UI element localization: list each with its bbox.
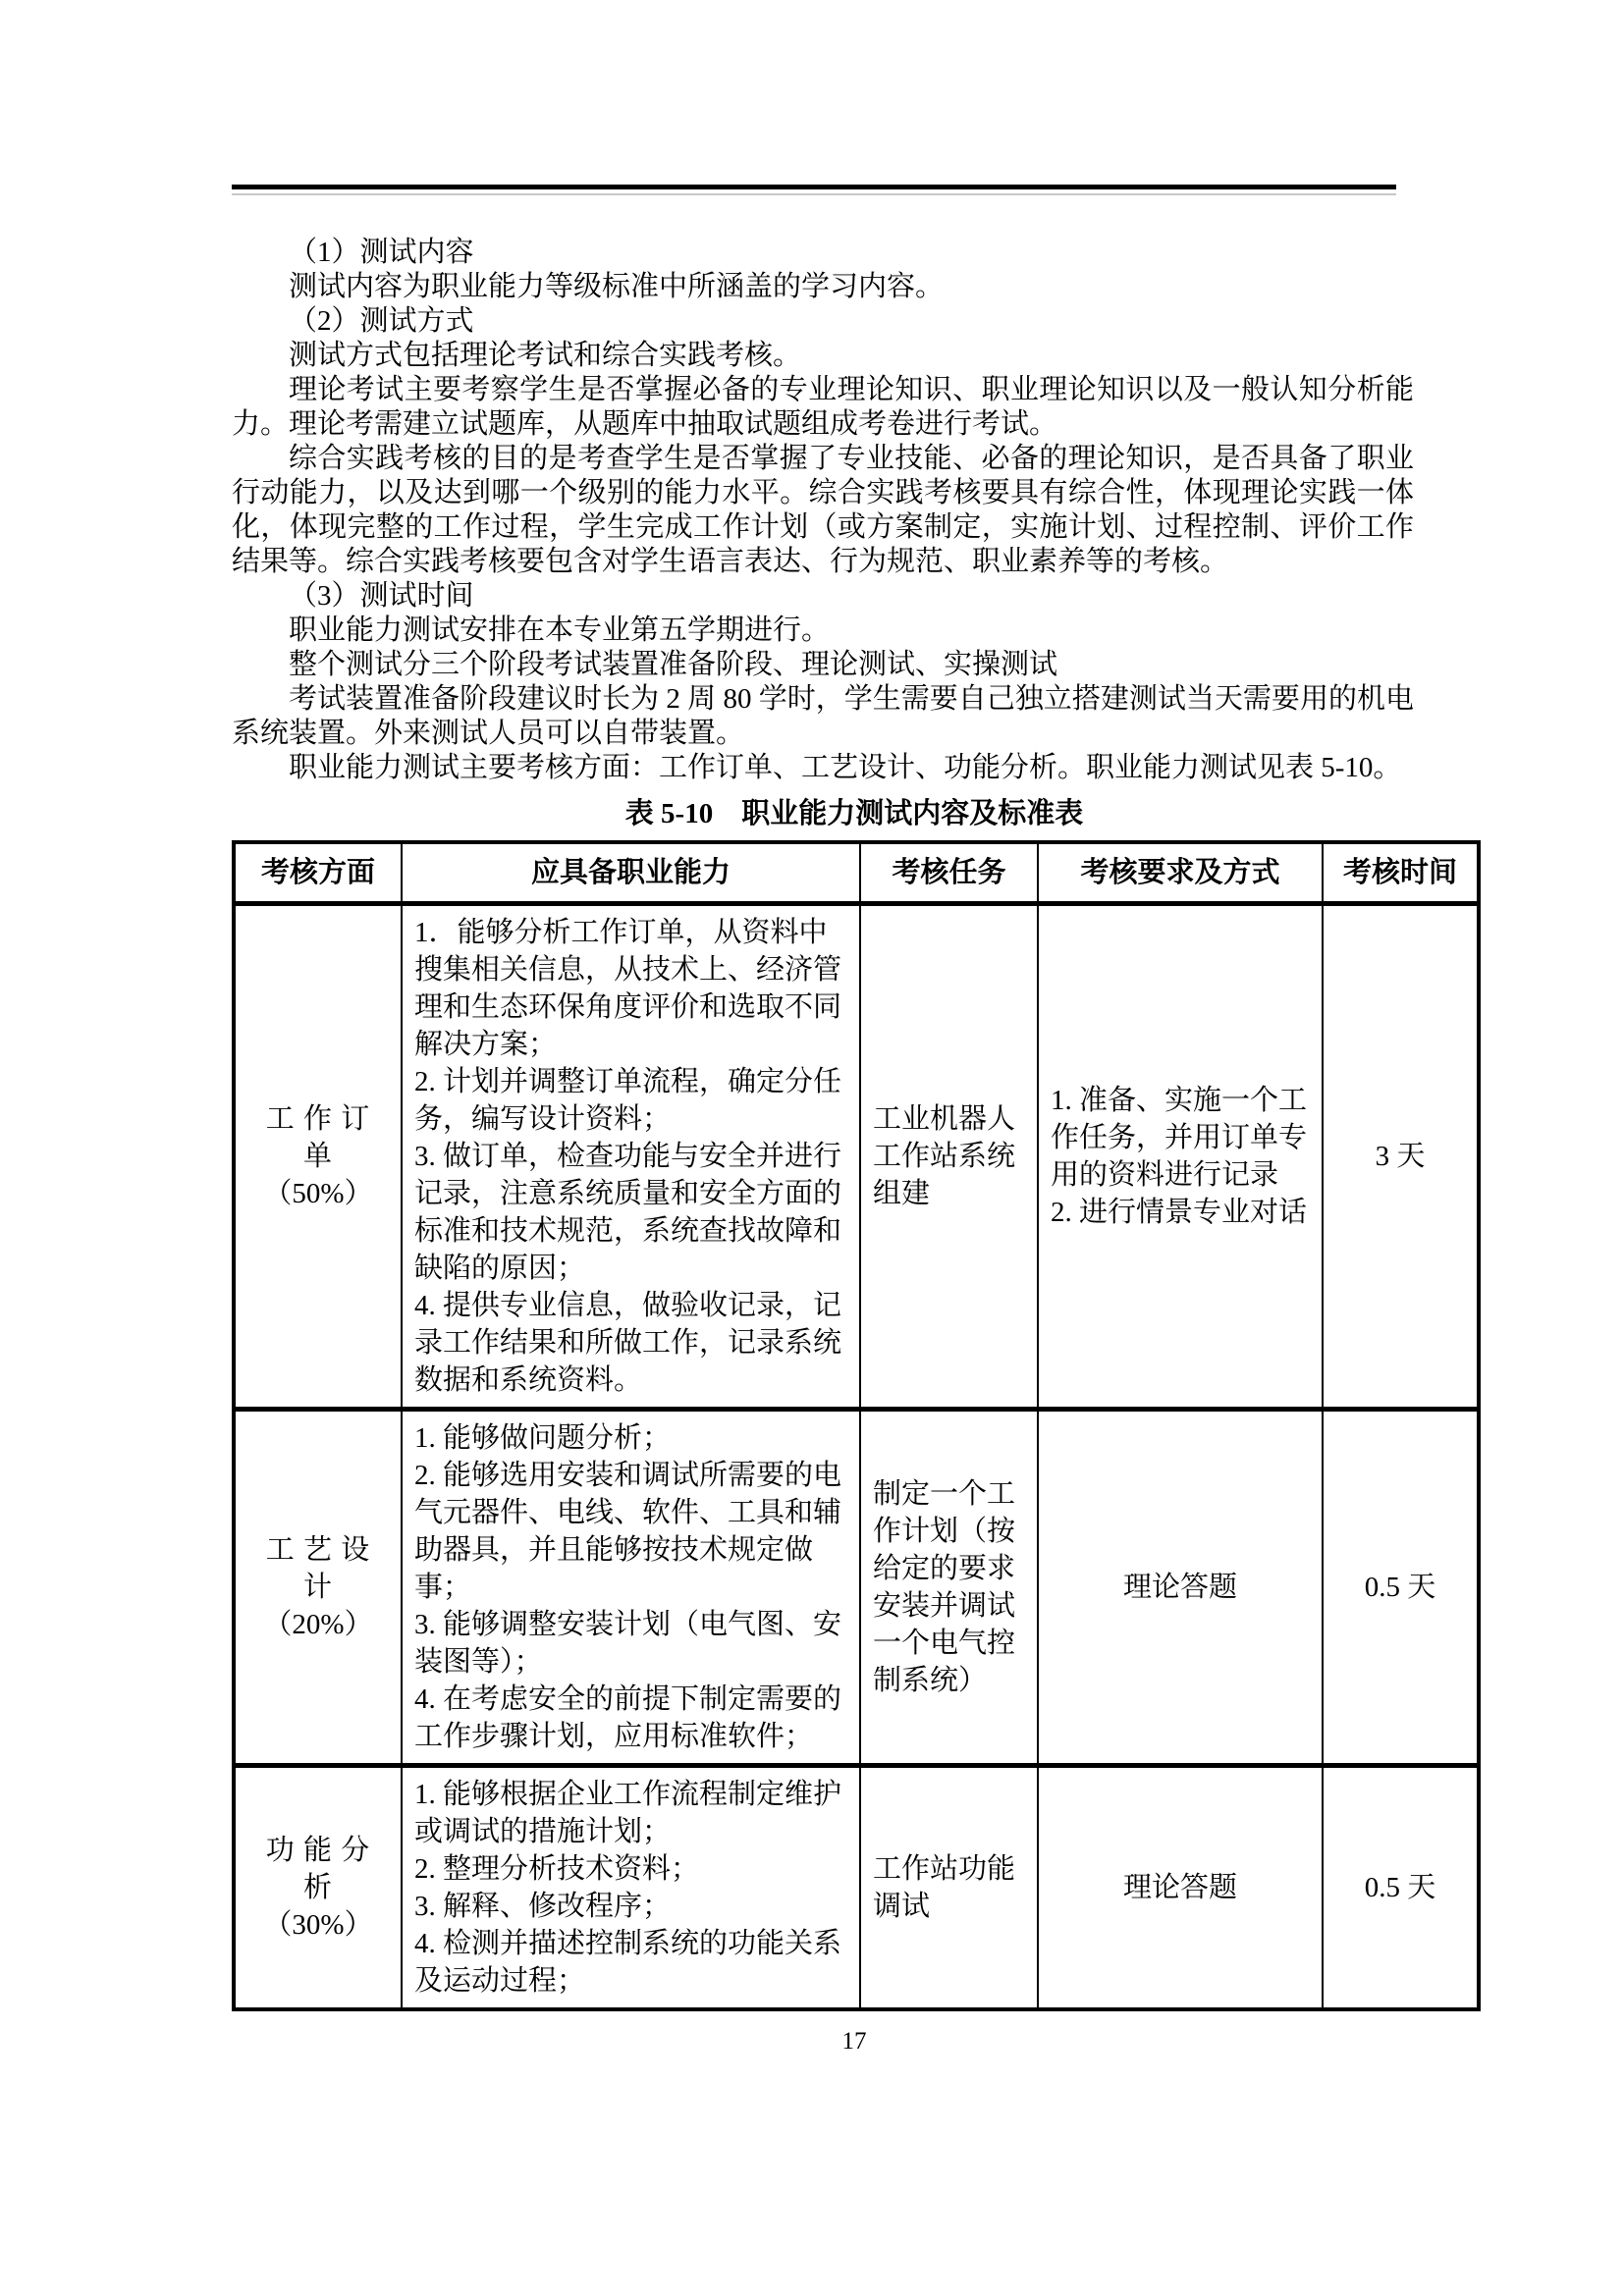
- table-row-function-analysis: [234, 1766, 1479, 2010]
- aspect-name: 功 能 分 析: [265, 1835, 371, 1903]
- table-row-process-design: [234, 1410, 1479, 1766]
- ability-item: 4. 在考虑安全的前提下制定需要的工作步骤计划，应用标准软件；: [414, 1683, 842, 1752]
- paragraph-test-semester: 职业能力测试安排在本专业第五学期进行。: [289, 614, 831, 646]
- aspect-name: 工 艺 设 计: [265, 1534, 371, 1603]
- page-number: 17: [841, 2028, 867, 2055]
- cell-requirements-process-design: 理论答题: [1038, 1410, 1323, 1766]
- aspect-weight: （20%）: [263, 1609, 373, 1640]
- ability-item: 3. 能够调整安装计划（电气图、安装图等）；: [414, 1609, 842, 1678]
- assessment-table: [232, 840, 1481, 2011]
- cell-time-function-analysis: 0.5 天: [1323, 1766, 1479, 2010]
- aspect-name: 工 作 订 单: [265, 1103, 371, 1172]
- column-header-abilities: 应具备职业能力: [402, 842, 860, 904]
- cell-abilities-process-design: [402, 1410, 860, 1766]
- column-header-requirements: 考核要求及方式: [1038, 842, 1323, 904]
- cell-time-process-design: 0.5 天: [1323, 1410, 1479, 1766]
- header-rule: [232, 185, 1396, 189]
- paragraph-test-time-heading: （3）测试时间: [289, 580, 474, 612]
- column-header-aspect: 考核方面: [234, 842, 402, 904]
- cell-task-function-analysis: 工作站功能调试: [860, 1766, 1038, 2010]
- page-content: [232, 236, 1477, 2056]
- ability-item: 2. 整理分析技术资料；: [414, 1853, 700, 1885]
- table-row-work-order: [234, 904, 1479, 1410]
- cell-requirements-work-order: [1038, 904, 1323, 1410]
- table-header-row: [234, 842, 1479, 904]
- ability-item: 2. 计划并调整订单流程，确定分任务，编写设计资料；: [414, 1066, 842, 1135]
- cell-abilities-work-order: [402, 904, 860, 1410]
- ability-item: 4. 提供专业信息，做验收记录，记录工作结果和所做工作，记录系统数据和系统资料。: [414, 1290, 842, 1396]
- cell-aspect-function-analysis: [234, 1766, 402, 2010]
- cell-aspect-process-design: [234, 1410, 402, 1766]
- paragraph-assessment-aspects: 职业能力测试主要考核方面：工作订单、工艺设计、功能分析。职业能力测试见表 5-10。: [289, 752, 1402, 783]
- paragraph-test-content-heading: （1）测试内容: [289, 237, 474, 268]
- column-header-task: 考核任务: [860, 842, 1038, 904]
- paragraph-test-stages: 整个测试分三个阶段考试装置准备阶段、理论测试、实操测试: [289, 649, 1058, 680]
- cell-requirements-function-analysis: 理论答题: [1038, 1766, 1323, 2010]
- paragraph-practice-exam: 综合实践考核的目的是考查学生是否掌握了专业技能、必备的理论知识，是否具备了职业行动能力，以及达到哪一个级别的能力水平。综合实践考核要具有综合性，体现理论实践一体化，体现完整的工作过程，学生完成工作计划（或方案制定，实施计划、过程控制、评价工作结果等。综合实践考核要包含对学生语言表达、行为规范、职业素养等的考核。: [232, 443, 1414, 577]
- ability-item: 4. 检测并描述控制系统的功能关系及运动过程；: [414, 1928, 842, 1997]
- ability-item: 3. 做订单，检查功能与安全并进行记录，注意系统质量和安全方面的标准和技术规范，系统查找故障和缺陷的原因；: [414, 1141, 842, 1284]
- ability-item: 3. 解释、修改程序；: [414, 1891, 672, 1922]
- paragraph-preparation-stage: 考试装置准备阶段建议时长为 2 周 80 学时，学生需要自己独立搭建测试当天需要用的机电系统装置。外来测试人员可以自带装置。: [232, 683, 1414, 749]
- ability-item: 1．能够分析工作订单，从资料中搜集相关信息，从技术上、经济管理和生态环保角度评价和选取不同解决方案；: [414, 917, 842, 1060]
- paragraph-test-method: 测试方式包括理论考试和综合实践考核。: [289, 340, 802, 371]
- header-rule-shadow: [232, 193, 1396, 195]
- paragraph-test-content: 测试内容为职业能力等级标准中所涵盖的学习内容。: [289, 271, 945, 302]
- cell-time-work-order: 3 天: [1323, 904, 1479, 1410]
- cell-abilities-function-analysis: [402, 1766, 860, 2010]
- requirement-item: 1. 准备、实施一个工作任务，并用订单专用的资料进行记录: [1051, 1085, 1308, 1191]
- paragraph-test-method-heading: （2）测试方式: [289, 305, 474, 337]
- cell-aspect-work-order: [234, 904, 402, 1410]
- cell-task-work-order: 工业机器人工作站系统组建: [860, 904, 1038, 1410]
- body-text: [232, 236, 1414, 785]
- column-header-time: 考核时间: [1323, 842, 1479, 904]
- ability-item: 2. 能够选用安装和调试所需要的电气元器件、电线、软件、工具和辅助器具，并且能够按技术规定做事；: [414, 1460, 842, 1603]
- paragraph-theory-exam: 理论考试主要考察学生是否掌握必备的专业理论知识、职业理论知识以及一般认知分析能力。理论考需建立试题库，从题库中抽取试题组成考卷进行考试。: [232, 374, 1414, 440]
- ability-item: 1. 能够做问题分析；: [414, 1422, 672, 1454]
- cell-task-process-design: 制定一个工作计划（按给定的要求安装并调试一个电气控制系统）: [860, 1410, 1038, 1766]
- aspect-weight: （30%）: [263, 1909, 373, 1941]
- requirement-item: 2. 进行情景专业对话: [1051, 1197, 1308, 1228]
- ability-item: 1. 能够根据企业工作流程制定维护或调试的措施计划；: [414, 1779, 842, 1847]
- aspect-weight: （50%）: [263, 1178, 373, 1209]
- table-caption: 表 5-10 职业能力测试内容及标准表: [624, 798, 1084, 829]
